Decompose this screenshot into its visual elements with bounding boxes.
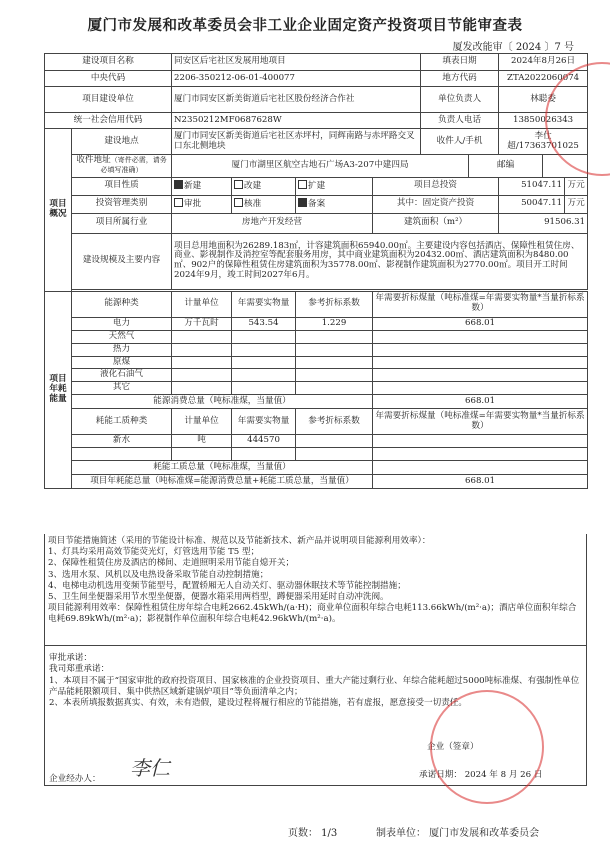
fill-date: 2024年8月26日 bbox=[499, 54, 588, 71]
approval-salute: 我司郑重承诺： bbox=[49, 664, 110, 675]
mgmt-approve-cell bbox=[172, 195, 232, 213]
energy-factor bbox=[296, 343, 373, 356]
energy-coal-header: 年需要折标煤量（吨标准煤=年需要实物量*当量折标系数） bbox=[373, 291, 588, 317]
work-total bbox=[373, 461, 588, 475]
overview-label: 项目概况 bbox=[45, 129, 72, 292]
fixed-invest: 50047.11 bbox=[499, 195, 565, 213]
energy-qty bbox=[232, 382, 296, 395]
energy-coal bbox=[373, 330, 588, 343]
energy-unit bbox=[172, 343, 232, 356]
address-label: 收件地址 bbox=[76, 155, 111, 165]
grand-total-label: 项目年耗能总量（吨标准煤=能源消费总量+耗能工质总量，当量值） bbox=[72, 475, 373, 489]
fixed-invest-label: 其中：固定资产投资 bbox=[373, 195, 499, 213]
mgmt-verify: 核准 bbox=[244, 199, 262, 210]
energy-factor bbox=[296, 330, 373, 343]
energy-row bbox=[45, 330, 588, 343]
total-invest-label: 项目总投资 bbox=[373, 177, 499, 195]
work-qty-header: 年需要实物量 bbox=[232, 409, 296, 435]
nature-new: 新建 bbox=[184, 181, 202, 192]
energy-factor bbox=[296, 356, 373, 369]
work-type-header: 耗能工质种类 bbox=[72, 409, 172, 435]
fill-date-label: 填表日期 bbox=[421, 54, 499, 71]
unit-leader-label: 单位负责人 bbox=[421, 87, 499, 113]
energy-row bbox=[45, 382, 588, 395]
agent-label: 企业经办人： bbox=[49, 774, 101, 784]
local-code: ZTA2022060074 bbox=[499, 71, 588, 87]
energy-qty-header: 年需要实物量 bbox=[232, 291, 296, 317]
checkbox-empty-icon bbox=[174, 198, 183, 207]
work-row bbox=[45, 435, 588, 448]
document-number: 厦发改能审〔 2024 〕7 号 bbox=[452, 42, 574, 53]
build-unit-label: 项目建设单位 bbox=[45, 87, 172, 113]
work-coal bbox=[373, 435, 588, 448]
nature-label: 项目性质 bbox=[72, 177, 172, 195]
area-label: 建筑面积（m²） bbox=[373, 213, 499, 233]
nature-expand: 扩建 bbox=[308, 181, 326, 192]
energy-row bbox=[45, 317, 588, 330]
energy-qty bbox=[232, 369, 296, 382]
work-coal-header: 年需要折标煤量（吨标准煤=年需要实物量*当量折标系数） bbox=[373, 409, 588, 435]
checkbox-empty-icon bbox=[234, 198, 243, 207]
work-unit: 吨 bbox=[172, 435, 232, 448]
credit-code-label: 统一社会信用代码 bbox=[45, 113, 172, 129]
scale-label: 建设规模及主要内容 bbox=[72, 233, 172, 289]
energy-unit-header: 计量单位 bbox=[172, 291, 232, 317]
measure-item: 3、选用水泵、风机以及电热设备采取节能自动控制措施； bbox=[48, 569, 269, 580]
fixed-invest-unit: 万元 bbox=[565, 195, 588, 213]
local-code-label: 地方代码 bbox=[421, 71, 499, 87]
energy-coal bbox=[373, 356, 588, 369]
energy-row bbox=[45, 343, 588, 356]
site-label: 建设地点 bbox=[72, 129, 172, 155]
address-label-cell bbox=[72, 155, 172, 178]
energy-row bbox=[45, 369, 588, 382]
grand-total: 668.01 bbox=[373, 475, 588, 489]
energy-qty bbox=[232, 356, 296, 369]
project-name: 同安区后宅社区发展用地项目 bbox=[172, 54, 421, 71]
industry: 房地产开发经营 bbox=[172, 213, 373, 233]
total-invest: 51047.11 bbox=[499, 177, 565, 195]
energy-unit bbox=[172, 369, 232, 382]
energy-qty bbox=[232, 343, 296, 356]
work-unit-header: 计量单位 bbox=[172, 409, 232, 435]
build-unit: 厦门市同安区新美街道后宅社区股份经济合作社 bbox=[172, 87, 421, 113]
central-code: 2206-350212-06-01-400077 bbox=[172, 71, 421, 87]
energy-name: 其它 bbox=[72, 382, 172, 395]
checkbox-checked-icon bbox=[174, 180, 183, 189]
company-seal-icon bbox=[430, 690, 544, 804]
nature-expand-cell bbox=[296, 177, 373, 195]
total-invest-unit: 万元 bbox=[565, 177, 588, 195]
checkbox-checked-icon bbox=[298, 198, 307, 207]
address-note: （寄件必需，请务必填写准确） bbox=[100, 156, 167, 174]
energy-factor: 1.229 bbox=[296, 317, 373, 330]
mgmt-approve: 审批 bbox=[184, 199, 202, 210]
mgmt-record: 备案 bbox=[308, 199, 326, 210]
energy-name: 液化石油气 bbox=[72, 369, 172, 382]
page-number: 页数： 1/3 bbox=[288, 828, 338, 839]
energy-unit bbox=[172, 356, 232, 369]
measure-item: 1、灯具均采用高效节能荧光灯，灯管选用节能 T5 型； bbox=[48, 547, 260, 558]
mgmt-label: 投资管理类别 bbox=[72, 195, 172, 213]
energy-name: 原煤 bbox=[72, 356, 172, 369]
approval-p1: 1、本项目不属于“国家审批的政府投资项目、国家核准的企业投资项目、重大产能过剩行业、年综合能耗超过5000吨标准煤、有强制性单位产品能耗限额项目、集中供热区域新建锅炉项目”等负面清单之内； bbox=[49, 675, 580, 698]
measure-item: 4、电梯电动机选用变频节能型号，配置轿厢无人自动关灯、驱动器休眠技术等节能控制措施； bbox=[48, 580, 406, 591]
site: 厦门市同安区新美街道后宅社区赤坪村，同辉南路与赤坪路交叉口东北侧地块 bbox=[172, 129, 421, 155]
energy-name: 电力 bbox=[72, 317, 172, 330]
mail-address: 厦门市湖里区航空古地石广场A3-207中建四局 bbox=[172, 155, 469, 178]
energy-unit bbox=[172, 382, 232, 395]
energy-type-header: 能源种类 bbox=[72, 291, 172, 317]
central-code-label: 中央代码 bbox=[45, 71, 172, 87]
checkbox-empty-icon bbox=[298, 180, 307, 189]
energy-name: 热力 bbox=[72, 343, 172, 356]
energy-unit: 万千瓦时 bbox=[172, 317, 232, 330]
measure-item: 2、保障性租赁住房及酒店的梯间、走道照明采用节能自熄开关； bbox=[48, 558, 295, 569]
maker-unit: 制表单位： 厦门市发展和改革委员会 bbox=[376, 828, 540, 839]
mgmt-record-cell bbox=[296, 195, 373, 213]
form-table bbox=[44, 53, 588, 489]
seal-label: 企业（签章） bbox=[427, 742, 479, 752]
approval-title: 审批承诺： bbox=[49, 653, 92, 663]
energy-coal bbox=[373, 343, 588, 356]
work-factor bbox=[296, 435, 373, 448]
project-name-label: 建设项目名称 bbox=[45, 54, 172, 71]
energy-section-label: 项目年耗能量 bbox=[45, 291, 72, 488]
building-area: 91506.31 bbox=[499, 213, 588, 233]
scale-content: 项目总用地面积为26289.183㎡，计容建筑面积65940.00㎡。主要建设内容包括酒店、保障性租赁住房、商业、影视制作及消控室等配套服务用房，其中商业建筑面积为20432.00㎡、酒店建筑面积为8480.00㎡、902户的保障性租赁住房建筑面积为35778.00㎡、影视制作建筑面积为2770.00㎡。项目开工时间2024年9月，竣工时间2027年6月。 bbox=[172, 233, 588, 289]
energy-coal bbox=[373, 382, 588, 395]
receiver: 李仕超/17363701025 bbox=[499, 129, 588, 155]
energy-measures bbox=[44, 534, 587, 646]
mgmt-verify-cell bbox=[232, 195, 296, 213]
checkbox-empty-icon bbox=[234, 180, 243, 189]
energy-unit bbox=[172, 330, 232, 343]
energy-total-label: 能源消费总量（吨标准煤，当量值） bbox=[72, 395, 373, 409]
approval-p2: 2、本表所填报数据真实、有效，未有造假，建设过程将履行相应的节能措施，若有虚报，愿意接受一切责任。 bbox=[49, 698, 467, 709]
energy-row bbox=[45, 356, 588, 369]
measure-item: 5、卫生间坐便器采用节水型坐便器，便器水箱采用两档型，蹲便器采用延时自动冲洗阀。 bbox=[48, 591, 389, 602]
page-title: 厦门市发展和改革委员会非工业企业固定资产投资项目节能审查表 bbox=[87, 17, 523, 34]
work-total-label: 耗能工质总量（吨标准煤，当量值） bbox=[72, 461, 373, 475]
work-factor-header: 参考折标系数 bbox=[296, 409, 373, 435]
handwritten-signature: 李仁 bbox=[130, 756, 170, 780]
energy-factor bbox=[296, 382, 373, 395]
efficiency-text: 项目能源利用效率：保障性租赁住房年综合电耗2662.45kWh/(a·H)；商业单位面积年综合电耗113.66kWh/(m²·a)；酒店单位面积年综合电耗69.89kWh/(m²·a)；影视制作单位面积年综合电耗42.96kWh/(m²·a)。 bbox=[48, 603, 577, 625]
leader-phone-label: 负责人电话 bbox=[421, 113, 499, 129]
energy-coal bbox=[373, 369, 588, 382]
energy-coal: 668.01 bbox=[373, 317, 588, 330]
energy-factor-header: 参考折标系数 bbox=[296, 291, 373, 317]
industry-label: 项目所属行业 bbox=[72, 213, 172, 233]
energy-name: 天然气 bbox=[72, 330, 172, 343]
energy-qty: 543.54 bbox=[232, 317, 296, 330]
work-name: 新水 bbox=[72, 435, 172, 448]
leader-phone: 13850026343 bbox=[499, 113, 588, 129]
credit-code: N2350212MF0687628W bbox=[172, 113, 421, 129]
unit-leader: 林聪委 bbox=[499, 87, 588, 113]
energy-total: 668.01 bbox=[373, 395, 588, 409]
nature-rebuild: 改建 bbox=[244, 181, 262, 192]
commit-date: 承诺日期： 2024 年 8 月 26 日 bbox=[419, 770, 543, 780]
nature-rebuild-cell bbox=[232, 177, 296, 195]
measures-intro: 项目节能措施简述（采用的节能设计标准、规范以及节能新技术、新产品并说明项目能源利用效率）： bbox=[48, 536, 431, 546]
postcode-label: 邮编 bbox=[469, 155, 543, 178]
energy-factor bbox=[296, 369, 373, 382]
work-qty: 444570 bbox=[232, 435, 296, 448]
energy-qty bbox=[232, 330, 296, 343]
receiver-label: 收件人/手机 bbox=[421, 129, 499, 155]
nature-new-cell bbox=[172, 177, 232, 195]
